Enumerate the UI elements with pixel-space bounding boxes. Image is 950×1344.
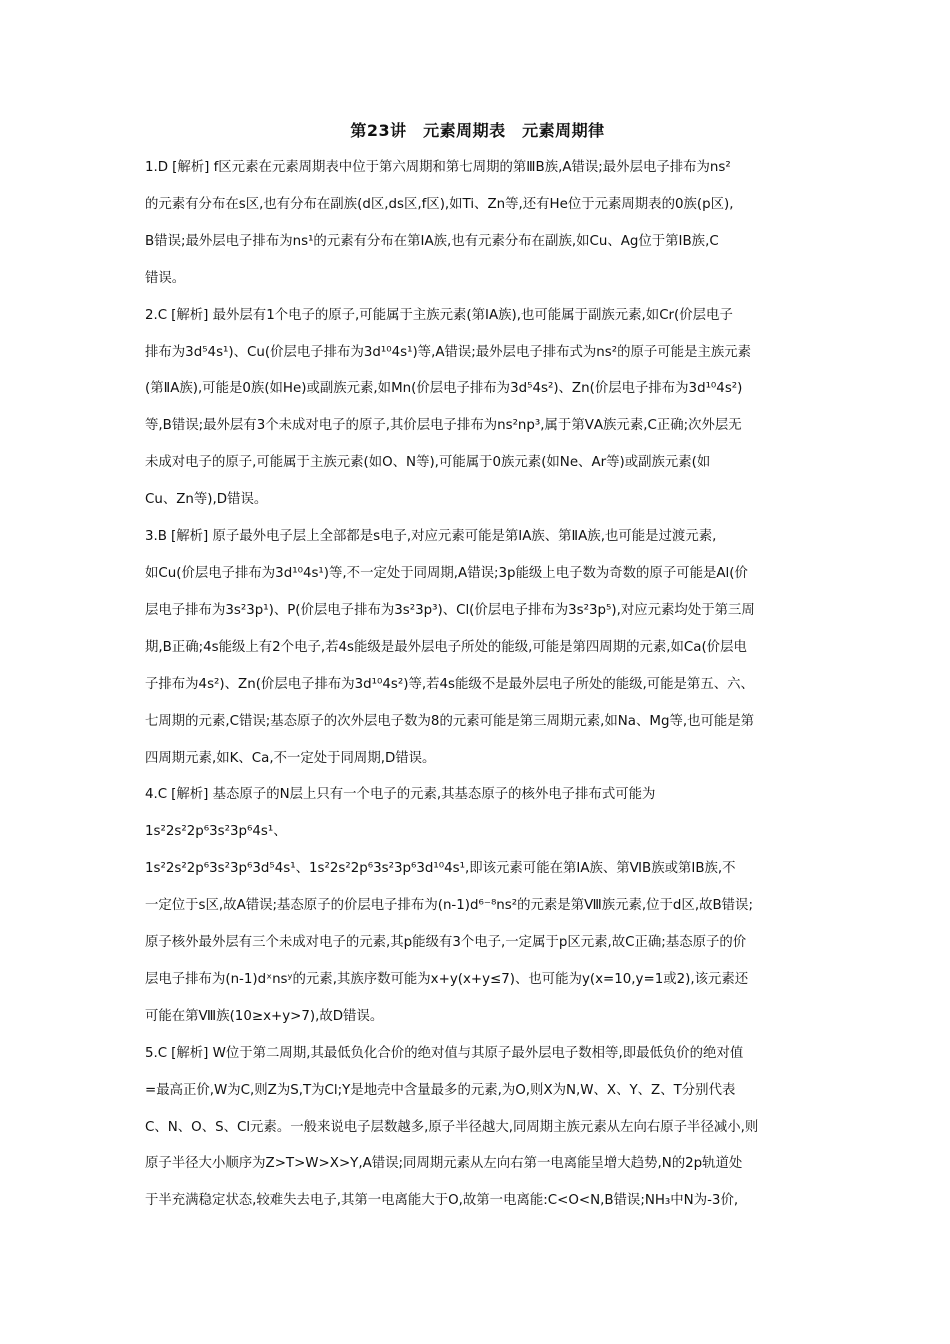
answer-line: 1s²2s²2p⁶3s²3p⁶3d⁵4s¹、1s²2s²2p⁶3s²3p⁶3d¹⁰4s¹,即该元素可能在第ⅠA族、第ⅥB族或第ⅠB族,不 xyxy=(145,861,736,877)
answer-line: 原子半径大小顺序为Z>T>W>X>Y,A错误;同周期元素从左向右第一电离能呈增大趋势,N的2p轨道处 xyxy=(145,1156,743,1172)
answer-line: 子排布为4s²)、Zn(价层电子排布为3d¹⁰4s²)等,若4s能级不是最外层电子所处的能级,可能是第五、六、 xyxy=(145,676,754,692)
answer-line: 七周期的元素,C错误;基态原子的次外层电子数为8的元素可能是第三周期元素,如Na、Mg等,也可能是第 xyxy=(145,713,755,729)
page-title: 第23讲 元素周期表 元素周期律 xyxy=(350,121,605,140)
answer-line: 期,B正确;4s能级上有2个电子,若4s能级是最外层电子所处的能级,可能是第四周期的元素,如Ca(价层电 xyxy=(145,639,747,655)
answer-line: 的元素有分布在s区,也有分布在副族(d区,ds区,f区),如Ti、Zn等,还有He位于元素周期表的0族(p区), xyxy=(145,196,734,212)
answer-line: 一定位于s区,故A错误;基态原子的价层电子排布为(n-1)d⁶⁻⁸ns²的元素是第Ⅷ族元素,位于d区,故B错误; xyxy=(145,898,753,914)
answer-5 xyxy=(145,1036,810,1221)
answer-line: 如Cu(价层电子排布为3d¹⁰4s¹)等,不一定处于同周期,A错误;3p能级上电子数为奇数的原子可能是Al(价 xyxy=(145,565,748,581)
answer-label: 5.C xyxy=(145,1045,168,1061)
answer-line: C、N、O、S、Cl元素。一般来说电子层数越多,原子半径越大,同周期主族元素从左向右原子半径减小,则 xyxy=(145,1119,759,1135)
answer-3 xyxy=(145,519,810,777)
answer-line: 于半充满稳定状态,较难失去电子,其第一电离能大于O,故第一电离能:C<O<N,B错误;NH₃中N为-3价, xyxy=(145,1193,739,1209)
answer-text: [解析] 原子最外电子层上全部都是s电子,对应元素可能是第ⅠA族、第ⅡA族,也可能是过渡元素, xyxy=(170,529,717,545)
answer-line: 1s²2s²2p⁶3s²3p⁶4s¹、 xyxy=(145,824,287,840)
answer-line: 错误。 xyxy=(145,270,186,286)
answer-label: 4.C xyxy=(145,787,168,803)
answer-text: [解析] 最外层有1个电子的原子,可能属于主族元素(第ⅠA族),也可能属于副族元素,如Cr(价层电子 xyxy=(171,307,733,323)
answer-line xyxy=(145,298,810,335)
answer-label: 3.B xyxy=(145,529,167,545)
answer-line: 原子核外最外层有三个未成对电子的元素,其p能级有3个电子,一定属于p区元素,故C正确;基态原子的价 xyxy=(145,935,747,951)
answer-text: [解析] W位于第二周期,其最低负化合价的绝对值与其原子最外层电子数相等,即最低负价的绝对值 xyxy=(171,1045,744,1061)
answer-line xyxy=(145,1036,810,1073)
answer-line: Cu、Zn等),D错误。 xyxy=(145,492,268,508)
answer-line xyxy=(145,777,810,814)
answer-1 xyxy=(145,150,810,298)
answer-line xyxy=(145,519,810,556)
answer-page xyxy=(145,118,810,1220)
answer-line: 排布为3d⁵4s¹)、Cu(价层电子排布为3d¹⁰4s¹)等,A错误;最外层电子排布式为ns²的原子可能是主族元素 xyxy=(145,344,752,360)
answer-line: 层电子排布为3s²3p¹)、P(价层电子排布为3s²3p³)、Cl(价层电子排布为3s²3p⁵),对应元素均处于第三周 xyxy=(145,602,755,618)
answer-line: (第ⅡA族),可能是0族(如He)或副族元素,如Mn(价层电子排布为3d⁵4s²)、Zn(价层电子排布为3d¹⁰4s²) xyxy=(145,381,743,397)
answer-line: 四周期元素,如K、Ca,不一定处于同周期,D错误。 xyxy=(145,750,436,766)
answer-line xyxy=(145,150,810,187)
answer-label: 1.D xyxy=(145,160,169,175)
answer-line: 未成对电子的原子,可能属于主族元素(如O、N等),可能属于0族元素(如Ne、Ar等)或副族元素(如 xyxy=(145,455,711,471)
answer-4 xyxy=(145,777,810,1035)
answer-line: 等,B错误;最外层有3个未成对电子的原子,其价层电子排布为ns²np³,属于第ⅤA族元素,C正确;次外层无 xyxy=(145,418,742,434)
answer-label: 2.C xyxy=(145,307,168,323)
answer-line: 可能在第Ⅷ族(10≥x+y>7),故D错误。 xyxy=(145,1008,384,1024)
answer-text: [解析] 基态原子的N层上只有一个电子的元素,其基态原子的核外电子排布式可能为 xyxy=(171,787,656,803)
answer-line: 层电子排布为(n-1)dˣnsʸ的元素,其族序数可能为x+y(x+y≤7)、也可能为y(x=10,y=1或2),该元素还 xyxy=(145,971,749,987)
answer-line: B错误;最外层电子排布为ns¹的元素有分布在第ⅠA族,也有元素分布在副族,如Cu、Ag位于第ⅠB族,C xyxy=(145,233,719,249)
answer-line: =最高正价,W为C,则Z为S,T为Cl;Y是地壳中含量最多的元素,为O,则X为N,W、X、Y、Z、T分别代表 xyxy=(145,1082,736,1098)
answer-text: [解析] f区元素在元素周期表中位于第六周期和第七周期的第ⅢB族,A错误;最外层电子排布为ns² xyxy=(172,160,731,175)
answer-2 xyxy=(145,298,810,519)
